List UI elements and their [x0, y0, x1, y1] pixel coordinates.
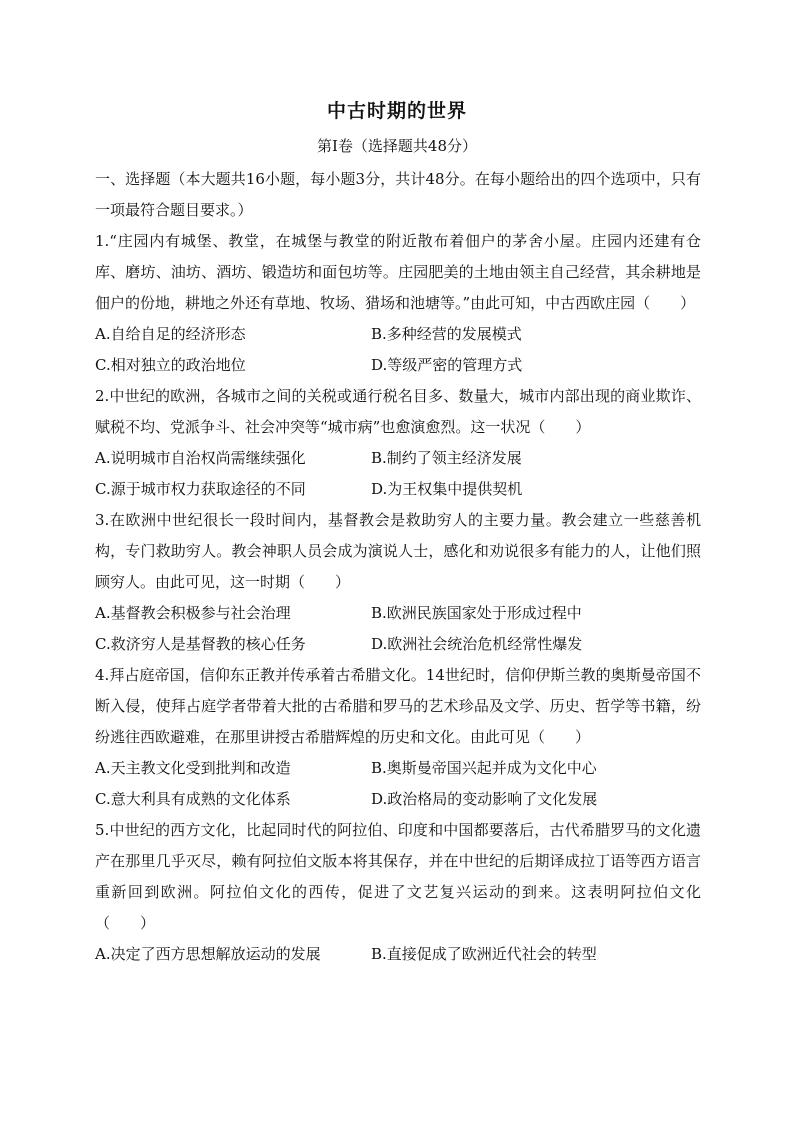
question-4	[95, 660, 701, 815]
question-3	[95, 505, 701, 660]
option-c: C.救济穷人是基督教的核心任务	[95, 635, 306, 653]
option-row	[95, 753, 701, 784]
option-b: B.直接促成了欧洲近代社会的转型	[371, 945, 597, 963]
option-a: A.决定了西方思想解放运动的发展	[95, 945, 321, 963]
option-b: B.欧洲民族国家处于形成过程中	[371, 604, 582, 622]
option-c: C.源于城市权力获取途径的不同	[95, 480, 306, 498]
option-row	[95, 939, 701, 970]
section-heading: 一、选择题（本大题共16小题，每小题3分，共计48分。在每小题给出的四个选项中，只有一项最符合题目要求。）	[95, 170, 701, 219]
question-stem: 4.拜占庭帝国，信仰东正教并传承着古希腊文化。14世纪时，信仰伊斯兰教的奥斯曼帝国不断入侵，使拜占庭学者带着大批的古希腊和罗马的艺术珍品及文学、历史、哲学等书籍，纷纷逃往西欧避难，在那里讲授古希腊辉煌的历史和文化。由此可见（ ）	[95, 666, 701, 746]
option-row	[95, 629, 701, 660]
option-row	[95, 598, 701, 629]
option-d: D.等级严密的管理方式	[371, 356, 523, 374]
question-stem: 5.中世纪的西方文化，比起同时代的阿拉伯、印度和中国都要落后，古代希腊罗马的文化遗产在那里几乎灭尽，赖有阿拉伯文版本将其保存，并在中世纪的后期译成拉丁语等西方语言重新回到欧洲。阿拉伯文化的西传，促进了文艺复兴运动的到来。这表明阿拉伯文化（ ）	[95, 821, 701, 932]
question-1	[95, 226, 701, 381]
option-row	[95, 784, 701, 815]
option-d: D.政治格局的变动影响了文化发展	[371, 790, 598, 808]
option-row	[95, 319, 701, 350]
option-c: C.相对独立的政治地位	[95, 356, 246, 374]
option-row	[95, 350, 701, 381]
option-b: B.制约了领主经济发展	[371, 449, 522, 467]
option-b: B.奥斯曼帝国兴起并成为文化中心	[371, 759, 597, 777]
option-row	[95, 443, 701, 474]
question-2	[95, 381, 701, 505]
option-a: A.天主教文化受到批判和改造	[95, 759, 291, 777]
option-a: A.说明城市自治权尚需继续强化	[95, 449, 306, 467]
exam-content	[95, 164, 701, 970]
option-b: B.多种经营的发展模式	[371, 325, 522, 343]
option-a: A.自给自足的经济形态	[95, 325, 246, 343]
question-stem: 1.“庄园内有城堡、教堂，在城堡与教堂的附近散布着佃户的茅舍小屋。庄园内还建有仓库、磨坊、油坊、酒坊、锻造坊和面包坊等。庄园肥美的土地由领主自己经营，其余耕地是佃户的份地，耕地之外还有草地、牧场、猎场和池塘等。”由此可知，中古西欧庄园（ ）	[95, 232, 701, 312]
section-subtitle: 第Ⅰ卷（选择题共48分）	[316, 137, 477, 155]
question-5	[95, 815, 701, 970]
option-row	[95, 474, 701, 505]
option-d: D.欧洲社会统治危机经常性爆发	[371, 635, 583, 653]
option-c: C.意大利具有成熟的文化体系	[95, 790, 291, 808]
option-d: D.为王权集中提供契机	[371, 480, 523, 498]
question-stem: 2.中世纪的欧洲，各城市之间的关税或通行税名目多、数量大，城市内部出现的商业欺诈、赋税不均、党派争斗、社会冲突等“城市病”也愈演愈烈。这一状况（ ）	[95, 387, 701, 436]
question-stem: 3.在欧洲中世纪很长一段时间内，基督教会是救助穷人的主要力量。教会建立一些慈善机构，专门救助穷人。教会神职人员会成为演说人士，感化和劝说很多有能力的人，让他们照顾穷人。由此可见，这一时期（ ）	[95, 511, 701, 591]
option-a: A.基督教会积极参与社会治理	[95, 604, 291, 622]
page-title: 中古时期的世界	[326, 100, 467, 122]
